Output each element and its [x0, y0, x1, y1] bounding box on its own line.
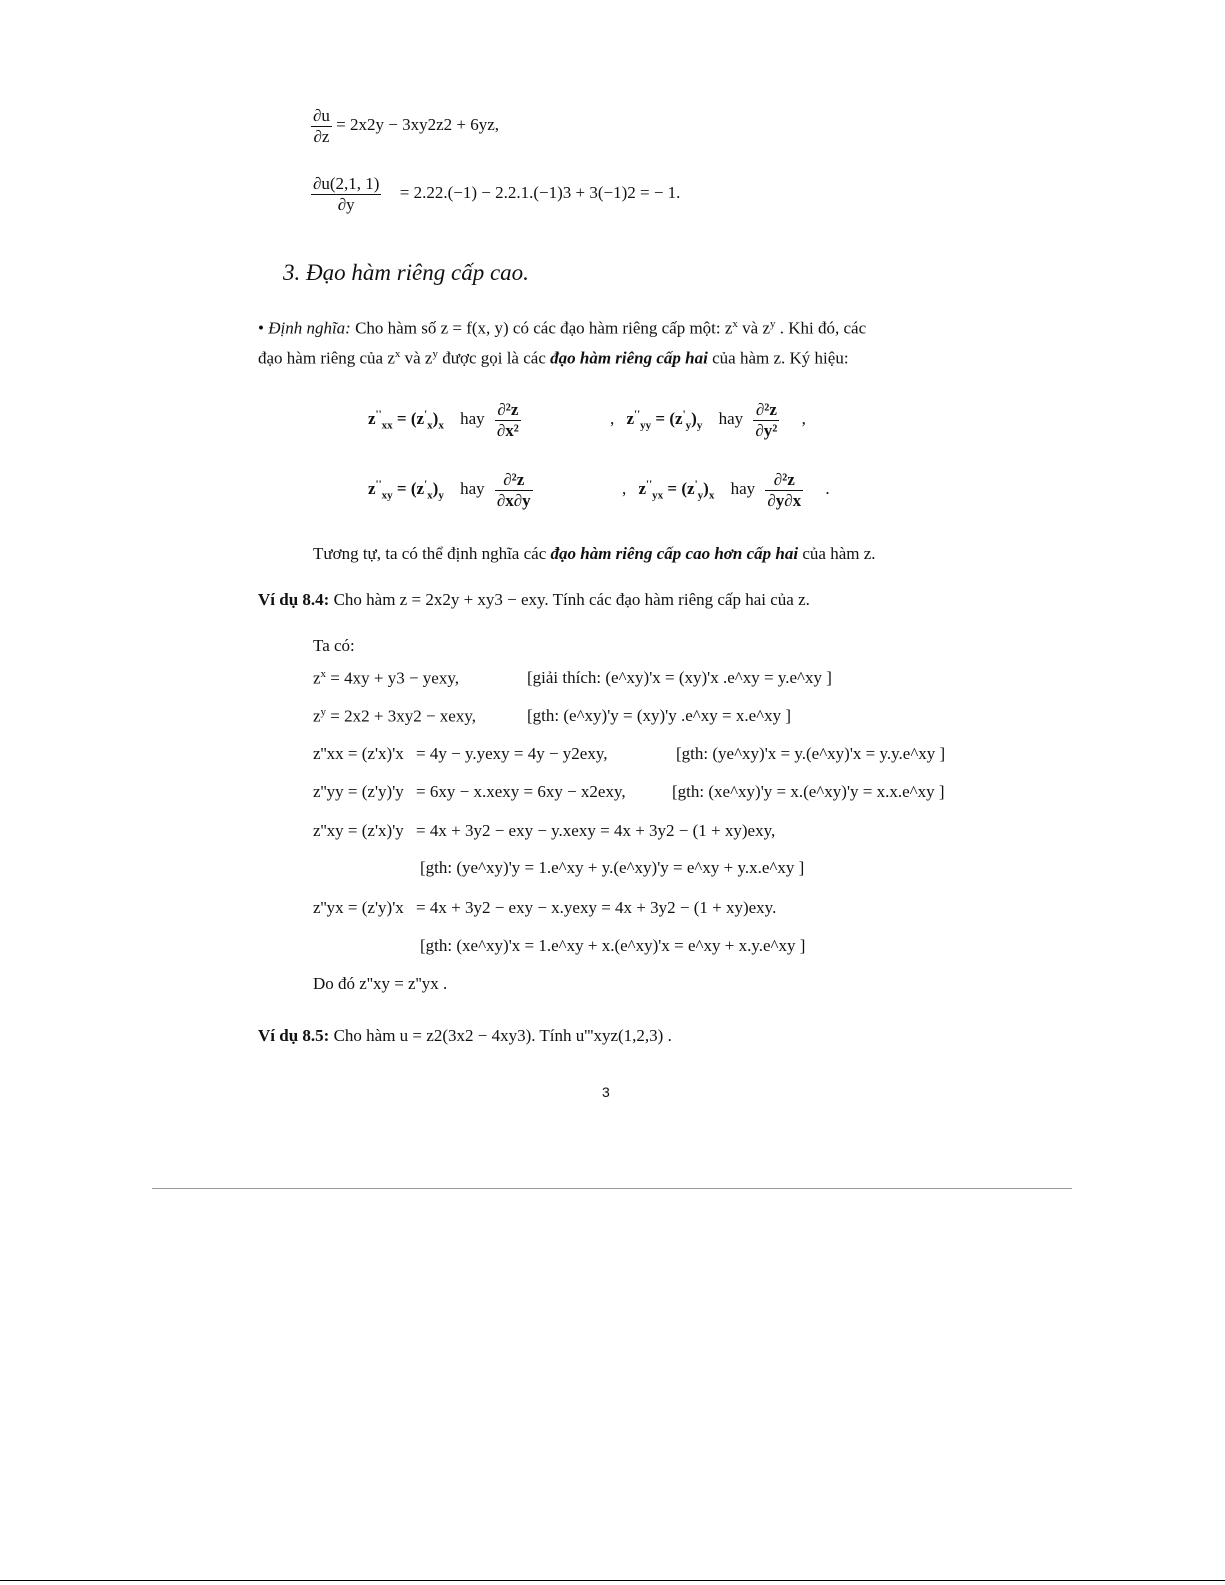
step-rhs: = 6xy − x.xexy = 6xy − x2exy, [416, 782, 626, 801]
sup: x [394, 348, 401, 360]
step-zy [313, 706, 476, 727]
sub: yx [652, 489, 664, 502]
sub: yy [640, 419, 652, 432]
step-lhs: z''xy = (z'x)'y [313, 821, 404, 840]
definition-text: Cho hàm số z = f(x, y) có các đạo hàm riêng cấp một: z [355, 318, 733, 338]
definition-text: được gọi là các [442, 348, 546, 368]
sub: y [685, 419, 692, 432]
sub: y [696, 419, 703, 432]
sub: y [697, 489, 704, 502]
example-text: Cho hàm u = z2(3x2 − 4xy3). Tính u'''xyz(1,2,3) . [333, 1026, 672, 1045]
step-zyx [313, 898, 776, 918]
sup: x [320, 668, 327, 680]
hay-text: hay [718, 408, 744, 428]
note-zyy: [gth: (xe^xy)'y = x.(e^xy)'y = x.x.e^xy ] [672, 782, 945, 801]
step-lhs: z''yx = (z'y)'x [313, 898, 404, 917]
definition-label: Định nghĩa: [268, 318, 351, 338]
fraction-d2-dxdy: $\frac{\text{∂²z}}{\partial x\partial y}$ [496, 470, 531, 510]
sup: y [320, 706, 327, 718]
bottom-border [0, 1580, 1225, 1581]
step-rhs: = 4x + 3y2 − exy − y.xexy = 4x + 3y2 − (1 + xy)exy, [416, 821, 776, 840]
definition-line-1 [258, 318, 866, 339]
example-label: Ví dụ 8.5: [258, 1026, 330, 1045]
higher-order-note [313, 544, 876, 564]
sup: x [732, 318, 738, 330]
step-rhs: = 4xy + y3 − yexy, [330, 668, 460, 688]
hay-text: hay [460, 408, 485, 428]
example-label: Ví dụ 8.4: [258, 590, 330, 609]
definition-text: và z [742, 318, 771, 338]
page-divider [152, 1188, 1072, 1189]
note-text: của hàm z. [802, 544, 876, 563]
ta-co: Ta có: [313, 636, 355, 655]
equation-du-dy [311, 174, 680, 214]
definition-text: và z [404, 348, 433, 368]
fraction-d2-dy2: $\frac{\text{∂²z}}{\text{∂y²}}$ [755, 400, 778, 440]
bullet: • [258, 318, 264, 338]
eq: = (z [396, 478, 425, 498]
sup: y [432, 348, 438, 360]
z-symbol: z [368, 408, 376, 428]
comma: , [801, 408, 806, 428]
sub: xx [381, 419, 393, 432]
note-text: Tương tự, ta có thể định nghĩa các [313, 544, 547, 563]
eq: = (z [396, 408, 425, 428]
step-zxx [313, 744, 608, 764]
definition-text: đạo hàm riêng của z [258, 348, 395, 368]
sub: y [438, 489, 444, 502]
fraction-d2-dydx: $\frac{\text{∂²z}}{\partial y\partial x}$ [767, 470, 802, 510]
note-zxx: [gth: (ye^xy)'x = y.(e^xy)'x = y.y.e^xy ] [676, 744, 946, 763]
section-title: 3. Đạo hàm riêng cấp cao. [283, 260, 529, 285]
note-zy: [gth: (e^xy)'y = (xy)'y .e^xy = x.e^xy ] [527, 706, 792, 725]
comma: , [622, 478, 627, 498]
example-8-5-heading [258, 1026, 672, 1046]
notation-zxx: $z''_{xx} = (z'_x)_x$ hay $\frac{\text{∂²z}}{\text{∂x²}}$ [368, 400, 519, 440]
sub: x [427, 419, 433, 432]
bold-term: đạo hàm riêng cấp hai [550, 348, 708, 368]
equation-du-dz [311, 106, 499, 146]
bold-term: đạo hàm riêng cấp cao hơn cấp hai [550, 544, 799, 563]
sub: x [708, 489, 715, 502]
hay-text: hay [730, 478, 756, 498]
definition-line-2 [258, 348, 849, 369]
eq: = (z [655, 408, 683, 428]
conclusion: Do đó z''xy = z''yx . [313, 974, 448, 993]
step-rhs: = 4y − y.yexy = 4y − y2exy, [416, 744, 608, 763]
notation-zyy: , $z''_{yy} = (z'_y)_y$ hay $\frac{\text{∂²z}}{\text{∂y²}}$ , [610, 400, 806, 440]
notation-zyx: , $z''_{yx} = (z'_y)_x$ hay $\frac{\text{∂²z}}{\partial y\partial x}$ . [622, 470, 830, 510]
step-zx [313, 668, 459, 689]
step-zyy [313, 782, 626, 802]
z-symbol: z [368, 478, 376, 498]
z-symbol: z [638, 478, 647, 498]
definition-text: của hàm z. Ký hiệu: [712, 348, 849, 368]
note-zyx: [gth: (xe^xy)'x = 1.e^xy + x.(e^xy)'x = e^xy + x.y.e^xy ] [420, 936, 806, 955]
eq: = (z [667, 478, 695, 498]
sup: y [770, 318, 776, 330]
comma: , [610, 408, 615, 428]
example-text: Cho hàm z = 2x2y + xy3 − exy. Tính các đạo hàm riêng cấp hai của z. [333, 590, 810, 609]
page-number: 3 [602, 1084, 610, 1100]
hay-text: hay [460, 478, 485, 498]
note-zxy: [gth: (ye^xy)'y = 1.e^xy + y.(e^xy)'y = e^xy + y.x.e^xy ] [420, 858, 805, 877]
example-8-4-heading [258, 590, 810, 610]
definition-text: . Khi đó, các [779, 318, 867, 338]
fraction-d2-dx2: $\frac{\text{∂²z}}{\text{∂x²}}$ [496, 400, 519, 440]
step-rhs: = 4x + 3y2 − exy − x.yexy = 4x + 3y2 − (1 + xy)exy. [416, 898, 777, 917]
note-zx: [giải thích: (e^xy)'x = (xy)'x .e^xy = y.e^xy ] [527, 668, 832, 687]
notation-zxy: $z''_{xy} = (z'_x)_y$ hay $\frac{\text{∂²z}}{\partial x\partial y}$ [368, 470, 531, 510]
step-lhs: z''xx = (z'x)'x [313, 744, 404, 763]
fraction-du-dy: $\frac{\partial u(2,1, 1)}{\partial y}$ [313, 174, 380, 214]
z-symbol: z [313, 668, 321, 688]
equation-rhs: = 2x2y − 3xy2z2 + 6yz, [336, 114, 500, 134]
sub: x [427, 489, 433, 502]
sub: xy [381, 489, 393, 502]
sub: x [438, 419, 444, 432]
equation-rhs: = 2.22.(−1) − 2.2.1.(−1)3 + 3(−1)2 = − 1. [399, 182, 681, 202]
z-symbol: z [313, 706, 321, 726]
step-zxy [313, 821, 775, 841]
step-rhs: = 2x2 + 3xy2 − xexy, [330, 706, 477, 726]
fraction-du-dz: $\frac{\partial u}{\partial z}$ [313, 106, 330, 146]
step-lhs: z''yy = (z'y)'y [313, 782, 404, 801]
z-symbol: z [626, 408, 635, 428]
period: . [825, 478, 830, 498]
